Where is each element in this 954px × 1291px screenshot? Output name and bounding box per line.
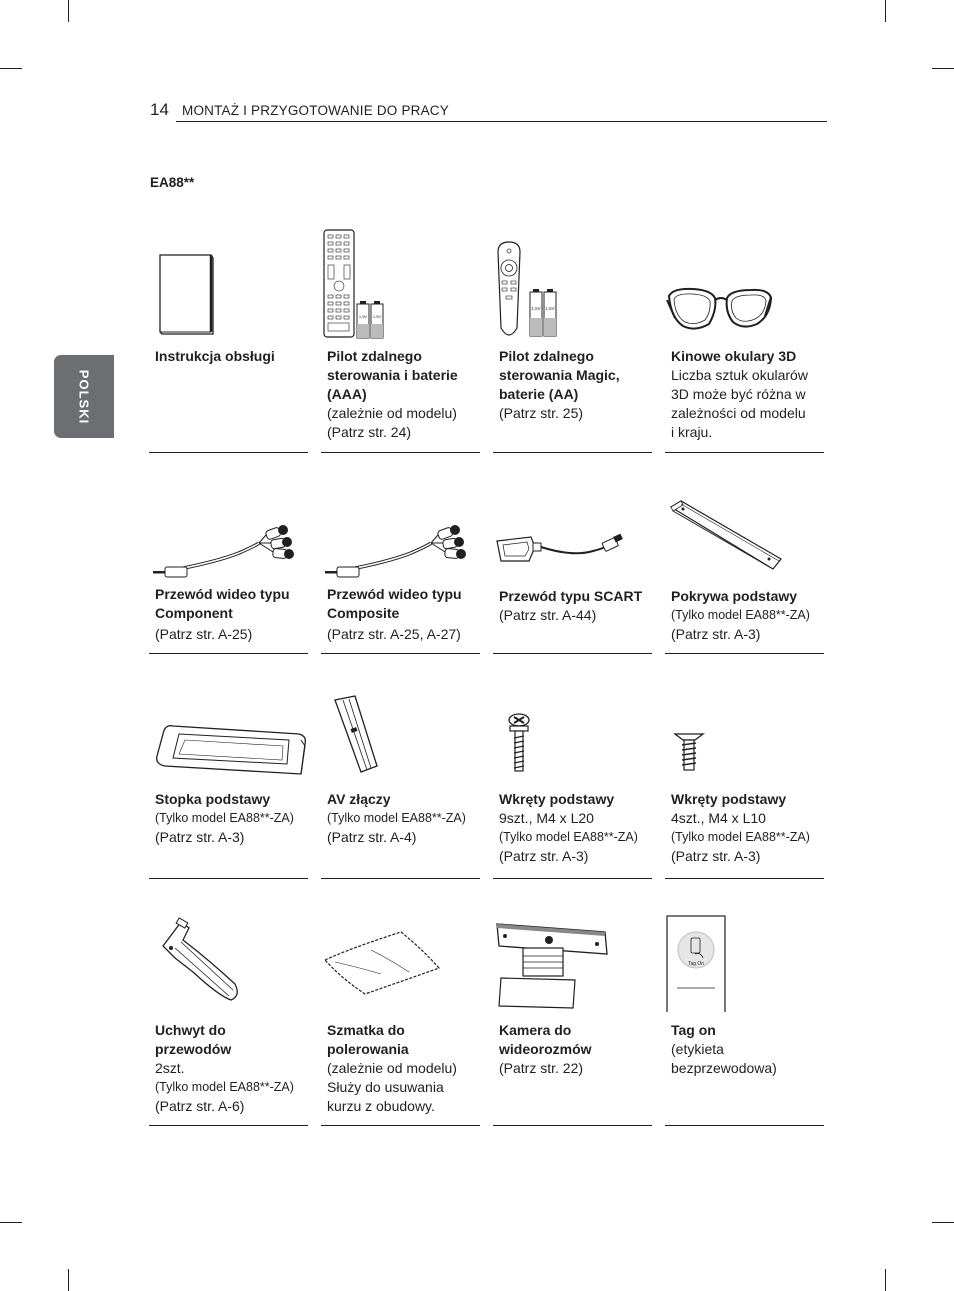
caption-line: (AAA)	[327, 386, 367, 402]
item-divider	[321, 653, 480, 654]
caption-line: (Patrz str. A-4)	[327, 829, 417, 845]
caption-line: (Patrz str. A-25, A-27)	[327, 626, 461, 642]
caption-line: Component	[155, 605, 233, 621]
composite-cable-illustration	[321, 495, 480, 585]
cable-holder-illustration	[149, 912, 308, 1012]
item-divider	[149, 878, 308, 879]
caption-line: kurzu z obudowy.	[327, 1098, 435, 1114]
caption-line: polerowania	[327, 1041, 409, 1057]
item-divider	[493, 653, 652, 654]
item-divider	[665, 452, 824, 453]
caption-line: sterowania i baterie	[327, 367, 458, 383]
caption-line: Kinowe okulary 3D	[671, 348, 797, 364]
caption-line: (Patrz str. A-3)	[499, 848, 589, 864]
section-title: MONTAŻ I PRZYGOTOWANIE DO PRACY	[182, 103, 449, 118]
accessory-caption	[671, 1021, 823, 1078]
caption-line: (Patrz str. A-44)	[499, 607, 597, 623]
magic-remote-illustration	[493, 220, 652, 345]
caption-line: AV złączy	[327, 791, 391, 807]
accessory-caption	[155, 585, 307, 644]
caption-line: Przewód wideo typu	[327, 586, 462, 602]
item-divider	[321, 452, 480, 453]
caption-line: (Tylko model EA88**-ZA)	[155, 811, 294, 825]
caption-line: 9szt., M4 x L20	[499, 810, 594, 826]
caption-line: Szmatka do	[327, 1022, 405, 1038]
caption-line: (Tylko model EA88**-ZA)	[671, 830, 810, 844]
language-tab	[54, 355, 114, 438]
caption-line: (Patrz str. A-25)	[155, 626, 253, 642]
tag-on-label: Tag On	[687, 961, 705, 967]
accessory-caption	[671, 347, 823, 442]
crop-mark	[68, 0, 69, 22]
crop-mark	[885, 1269, 886, 1291]
crop-mark	[932, 1222, 954, 1223]
item-divider	[493, 878, 652, 879]
caption-line: sterowania Magic,	[499, 367, 620, 383]
scart-cable-illustration	[493, 495, 652, 585]
accessory-caption	[499, 587, 651, 625]
caption-line: Pokrywa podstawy	[671, 588, 798, 604]
caption-line: 3D może być różna w	[671, 386, 806, 402]
item-divider	[321, 1125, 480, 1126]
caption-line: (zależnie od modelu)	[327, 405, 457, 421]
long-screw-illustration	[493, 690, 652, 785]
caption-line: zależności od modelu	[671, 405, 806, 421]
remote-control-illustration	[321, 220, 480, 345]
stand-cover-illustration	[665, 495, 824, 585]
caption-line: (Patrz str. A-3)	[155, 829, 245, 845]
caption-line: Liczba sztuk okularów	[671, 367, 808, 383]
accessory-caption	[327, 585, 479, 644]
caption-line: (Patrz str. A-6)	[155, 1098, 245, 1114]
caption-line: (Tylko model EA88**-ZA)	[327, 811, 466, 825]
caption-line: Przewód wideo typu	[155, 586, 290, 602]
component-cable-illustration	[149, 495, 308, 585]
accessory-caption	[327, 790, 479, 847]
caption-line: wideorozmów	[499, 1041, 592, 1057]
accessory-caption	[155, 1021, 307, 1116]
caption-line: Tag on	[671, 1022, 716, 1038]
item-divider	[149, 452, 308, 453]
battery-label: 1,5V	[531, 306, 541, 311]
caption-line: (Patrz str. 25)	[499, 405, 584, 421]
caption-line: (Tylko model EA88**-ZA)	[499, 830, 638, 844]
accessory-caption	[671, 587, 823, 644]
caption-line: (etykieta	[671, 1041, 724, 1057]
caption-line: (zależnie od modelu)	[327, 1060, 457, 1076]
accessory-caption	[327, 347, 479, 442]
item-divider	[493, 452, 652, 453]
caption-line: Pilot zdalnego	[327, 348, 422, 364]
caption-line: Kamera do	[499, 1022, 572, 1038]
stand-base-illustration	[149, 690, 308, 785]
caption-line: Composite	[327, 605, 400, 621]
caption-line: Przewód typu SCART	[499, 588, 643, 604]
language-tab-label: POLSKI	[76, 369, 92, 424]
accessory-caption	[499, 347, 651, 423]
caption-line: baterie (AA)	[499, 386, 579, 402]
av-connector-illustration	[321, 690, 480, 785]
caption-line: 4szt., M4 x L10	[671, 810, 766, 826]
caption-line: Instrukcja obsługi	[155, 348, 275, 364]
item-divider	[321, 878, 480, 879]
item-divider	[149, 1125, 308, 1126]
item-divider	[665, 878, 824, 879]
battery-label: 1,5V	[358, 314, 368, 319]
polishing-cloth-illustration	[321, 912, 480, 1012]
crop-mark	[68, 1269, 69, 1291]
caption-line: Wkręty podstawy	[671, 791, 787, 807]
caption-line: i kraju.	[671, 424, 713, 440]
caption-line: Służy do usuwania	[327, 1079, 444, 1095]
caption-line: (Patrz str. A-3)	[671, 848, 761, 864]
item-divider	[493, 1125, 652, 1126]
accessory-caption	[499, 790, 651, 866]
caption-line: (Patrz str. A-3)	[671, 626, 761, 642]
caption-line: przewodów	[155, 1041, 232, 1057]
manual-illustration	[149, 220, 308, 345]
accessory-caption	[671, 790, 823, 866]
crop-mark	[932, 68, 954, 69]
video-camera-illustration	[493, 912, 652, 1012]
accessory-caption	[327, 1021, 479, 1116]
caption-line: bezprzewodowa)	[671, 1060, 777, 1076]
caption-line: (Tylko model EA88**-ZA)	[671, 608, 810, 622]
3d-glasses-illustration	[665, 220, 824, 345]
battery-label: 1,5V	[545, 306, 555, 311]
caption-line: Wkręty podstawy	[499, 791, 615, 807]
caption-line: (Patrz str. 24)	[327, 424, 412, 440]
battery-label: 1,5V	[372, 314, 382, 319]
crop-mark	[0, 68, 22, 69]
caption-line: Pilot zdalnego	[499, 348, 594, 364]
crop-mark	[0, 1222, 22, 1223]
caption-line: Stopka podstawy	[155, 791, 271, 807]
tag-on-illustration	[665, 912, 824, 1012]
accessory-caption	[155, 347, 307, 366]
page-number: 14	[150, 100, 169, 119]
header-divider	[176, 121, 827, 122]
model-heading: EA88**	[150, 175, 195, 190]
caption-line: (Patrz str. 22)	[499, 1060, 584, 1076]
item-divider	[665, 1125, 824, 1126]
caption-line: (Tylko model EA88**-ZA)	[155, 1080, 294, 1094]
accessory-caption	[499, 1021, 651, 1078]
accessory-caption	[155, 790, 307, 847]
crop-mark	[885, 0, 886, 22]
caption-line: 2szt.	[155, 1060, 185, 1076]
short-screw-illustration	[665, 690, 824, 785]
item-divider	[149, 653, 308, 654]
caption-line: Uchwyt do	[155, 1022, 226, 1038]
item-divider	[665, 653, 824, 654]
